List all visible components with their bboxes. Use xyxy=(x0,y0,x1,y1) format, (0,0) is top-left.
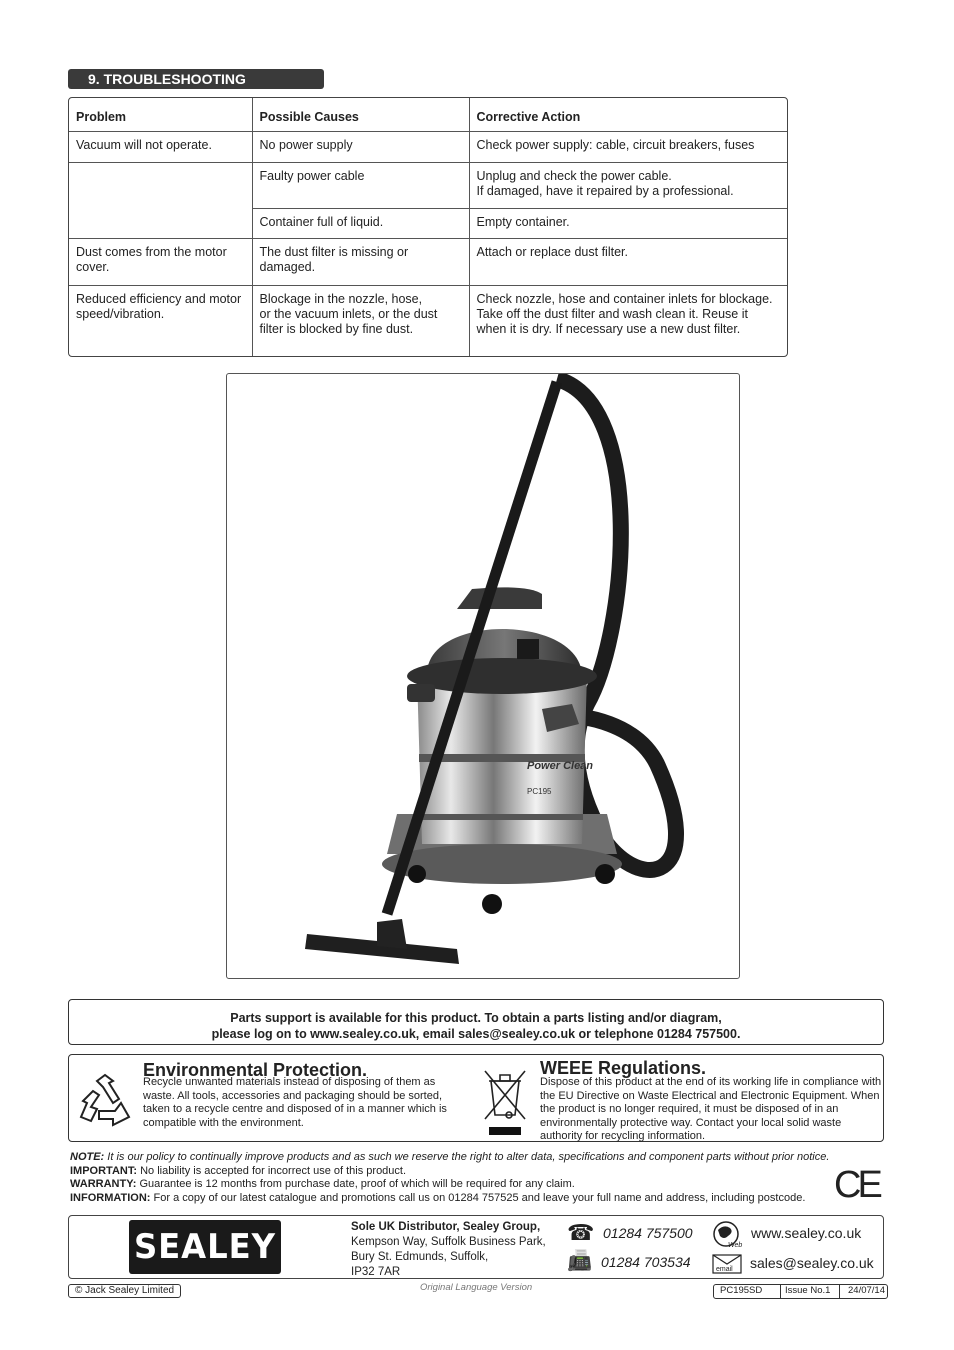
table-row xyxy=(69,163,787,209)
table-row xyxy=(69,286,787,357)
table-header-row xyxy=(69,98,787,132)
warranty-label: WARRANTY: xyxy=(70,1178,137,1190)
note-label: NOTE: xyxy=(70,1151,105,1163)
notes-block xyxy=(70,1151,870,1205)
information-label: INFORMATION: xyxy=(70,1191,151,1204)
parts-support-line1: Parts support is available for this product. To obtain a parts listing and/or diagram, xyxy=(230,1011,722,1025)
warranty-text: Guarantee is 12 months from purchase date, proof of which will be required for any claim. xyxy=(139,1178,575,1190)
email-link[interactable]: sales@sealey.co.uk xyxy=(750,1255,874,1271)
web-label: Web xyxy=(728,1242,743,1249)
action-cell: Check nozzle, hose and container inlets for blockage. Take off the dust filter and wash clean it. Reuse it when it is dry. If necessary use a new dust filter. xyxy=(469,286,787,357)
table-row xyxy=(69,239,787,286)
cause-cell: Blockage in the nozzle, hose, or the vacuum inlets, or the dust filter is blocked by fine dust. xyxy=(252,286,469,357)
weee-bin-icon xyxy=(483,1069,527,1139)
header-problem: Problem xyxy=(69,98,252,132)
header-action: Corrective Action xyxy=(469,98,787,132)
ce-mark: CE xyxy=(834,1164,879,1206)
weee-title: WEEE Regulations. xyxy=(540,1058,707,1078)
fax-number[interactable]: 01284 703534 xyxy=(601,1254,691,1270)
parts-support-line2: please log on to www.sealey.co.uk, email sales@sealey.co.uk or telephone 01284 757500. xyxy=(211,1027,741,1041)
environment-box xyxy=(68,1054,884,1142)
header-causes: Possible Causes xyxy=(252,98,469,132)
table-row xyxy=(69,209,787,239)
important-text: No liability is accepted for incorrect use of this product. xyxy=(140,1164,407,1177)
note-line xyxy=(70,1151,870,1165)
address-line: Bury St. Edmunds, Suffolk, xyxy=(351,1251,489,1263)
table-row xyxy=(69,132,787,163)
email-label: email xyxy=(716,1266,733,1273)
information-line xyxy=(70,1192,870,1206)
parts-support-box xyxy=(68,999,884,1045)
section-title: 9. TROUBLESHOOTING xyxy=(68,69,324,89)
phone-number[interactable]: 01284 757500 xyxy=(603,1225,693,1241)
cause-cell: The dust filter is missing or damaged. xyxy=(252,239,469,286)
important-line xyxy=(70,1165,870,1179)
problem-cell: Reduced efficiency and motor speed/vibration. xyxy=(69,286,252,357)
problem-cell: Dust comes from the motor cover. xyxy=(69,239,252,286)
web-link[interactable]: www.sealey.co.uk xyxy=(751,1225,862,1241)
environment-text: Recycle unwanted materials instead of disposing of them as waste. All tools, accessories and packaging should be sorted, taken to a recycle centre and disposed of in a manner which is compatible with the environment. xyxy=(143,1076,447,1129)
distributor-title: Sole UK Distributor, Sealey Group, xyxy=(351,1221,541,1233)
information-text: For a copy of our latest catalogue and promotions call us on 01284 757525 and leave your full name and address, including postcode. xyxy=(153,1191,806,1204)
footer-box xyxy=(68,1215,884,1279)
issue-number: Issue No.1 xyxy=(781,1285,840,1298)
language-note: Original Language Version xyxy=(420,1282,533,1293)
cause-cell: Container full of liquid. xyxy=(252,209,469,239)
environment-title: Environmental Protection. xyxy=(143,1060,368,1080)
web-globe-icon xyxy=(712,1220,748,1250)
address-line: Kempson Way, Suffolk Business Park, xyxy=(351,1236,546,1248)
action-cell: Check power supply: cable, circuit breakers, fuses xyxy=(469,132,787,163)
problem-cell xyxy=(69,209,252,239)
problem-cell xyxy=(69,163,252,209)
weee-text: Dispose of this product at the end of its working life in compliance with the EU Directive on Waste Electrical and Electronic Equipment. When the product is no longer required, it must be disposed of in an environmentally protective way. Contact your local solid waste authority for recycling information. xyxy=(540,1076,882,1142)
cause-cell: No power supply xyxy=(252,132,469,163)
action-cell: Attach or replace dust filter. xyxy=(469,239,787,286)
model-text: PC195 xyxy=(527,787,552,796)
action-cell: Unplug and check the power cable. If damaged, have it repaired by a professional. xyxy=(469,163,787,209)
product-image-frame xyxy=(226,373,740,979)
warranty-line xyxy=(70,1178,870,1192)
sealey-logo: SEALEY xyxy=(129,1220,281,1274)
issue-date: 24/07/14 xyxy=(848,1285,885,1296)
distributor-address xyxy=(351,1220,546,1280)
troubleshooting-table xyxy=(68,97,788,357)
model-code: PC195SD xyxy=(714,1285,781,1298)
address-line: IP32 7AR xyxy=(351,1266,401,1278)
important-label: IMPORTANT: xyxy=(70,1164,138,1177)
action-cell: Empty container. xyxy=(469,209,787,239)
fax-icon: 📠 xyxy=(567,1250,592,1272)
note-text: It is our policy to continually improve products and as such we reserve the right to alter data, specifications and component parts without prior notice. xyxy=(107,1151,830,1163)
badge-text: Power Clean xyxy=(527,760,594,772)
cause-cell: Faulty power cable xyxy=(252,163,469,209)
phone-icon: ☎ xyxy=(567,1220,595,1245)
problem-cell: Vacuum will not operate. xyxy=(69,132,252,163)
vacuum-illustration xyxy=(227,374,739,978)
recycle-icon xyxy=(77,1073,133,1127)
document-info-tag xyxy=(713,1284,888,1299)
copyright-tag: © Jack Sealey Limited xyxy=(68,1284,181,1298)
email-icon xyxy=(712,1254,742,1274)
